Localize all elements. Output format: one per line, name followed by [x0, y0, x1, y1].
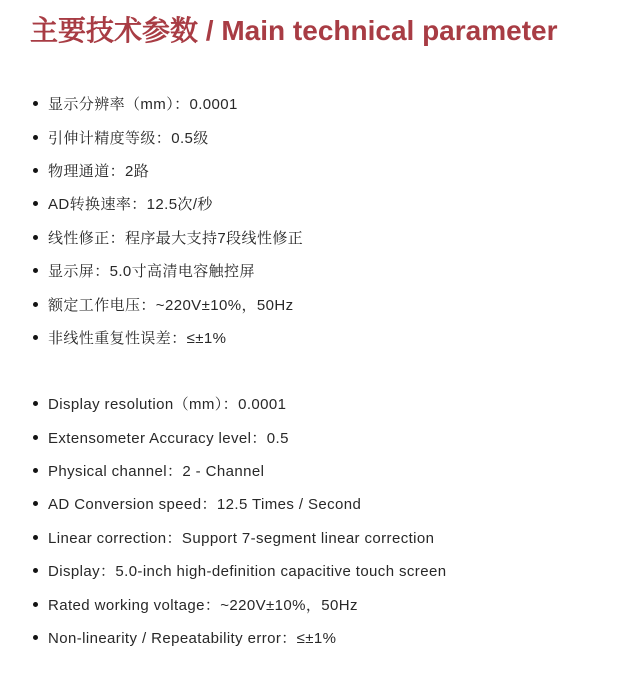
list-item	[33, 554, 446, 587]
bullet-icon	[33, 235, 38, 240]
parameter-text: Rated working voltage：~220V±10%，50Hz	[48, 596, 358, 614]
bullet-icon	[33, 101, 38, 106]
parameter-list-english	[33, 387, 446, 654]
bullet-icon	[33, 201, 38, 206]
parameter-text: 物理通道：2路	[48, 162, 150, 180]
parameter-text: AD转换速率：12.5次/秒	[48, 196, 213, 214]
list-item	[33, 287, 303, 320]
bullet-icon	[33, 468, 38, 473]
parameter-text: Physical channel：2 - Channel	[48, 462, 265, 480]
bullet-icon	[33, 401, 38, 406]
bullet-icon	[33, 635, 38, 640]
parameter-text: 显示分辨率（mm）：0.0001	[48, 96, 238, 114]
parameter-text: 引伸计精度等级：0.5级	[48, 129, 209, 147]
parameter-list-chinese	[33, 87, 303, 354]
list-item	[33, 187, 303, 220]
page-title-en: Main technical parameter	[221, 15, 558, 46]
list-item	[33, 321, 303, 354]
bullet-icon	[33, 435, 38, 440]
bullet-icon	[33, 168, 38, 173]
parameter-text: Display resolution（mm）：0.0001	[48, 396, 287, 414]
list-item	[33, 587, 446, 620]
parameter-text: Non-linearity / Repeatability error：≤±1%	[48, 629, 337, 647]
list-item	[33, 420, 446, 453]
parameter-text: AD Conversion speed：12.5 Times / Second	[48, 496, 362, 514]
bullet-icon	[33, 268, 38, 273]
list-item	[33, 221, 303, 254]
parameter-text: 显示屏：5.0寸高清电容触控屏	[48, 263, 255, 281]
title-divider: /	[198, 15, 222, 46]
list-item	[33, 120, 303, 153]
page-title-zh: 主要技术参数	[30, 15, 199, 46]
bullet-icon	[33, 302, 38, 307]
bullet-icon	[33, 602, 38, 607]
parameter-text: Linear correction：Support 7-segment linear correction	[48, 529, 435, 547]
bullet-icon	[33, 335, 38, 340]
list-item	[33, 487, 446, 520]
list-item	[33, 621, 446, 654]
bullet-icon	[33, 535, 38, 540]
list-item	[33, 154, 303, 187]
bullet-icon	[33, 568, 38, 573]
parameter-text: 非线性重复性误差：≤±1%	[48, 329, 227, 347]
bullet-icon	[33, 501, 38, 506]
list-item	[33, 254, 303, 287]
list-item	[33, 87, 303, 120]
list-item	[33, 454, 446, 487]
list-item	[33, 521, 446, 554]
page-title	[30, 14, 557, 48]
parameter-text: 线性修正：程序最大支持7段线性修正	[48, 229, 304, 247]
bullet-icon	[33, 135, 38, 140]
parameter-text: Display：5.0-inch high-definition capacitive touch screen	[48, 563, 447, 581]
list-item	[33, 387, 446, 420]
parameter-text: Extensometer Accuracy level：0.5	[48, 429, 289, 447]
parameter-text: 额定工作电压：~220V±10%，50Hz	[48, 296, 294, 314]
